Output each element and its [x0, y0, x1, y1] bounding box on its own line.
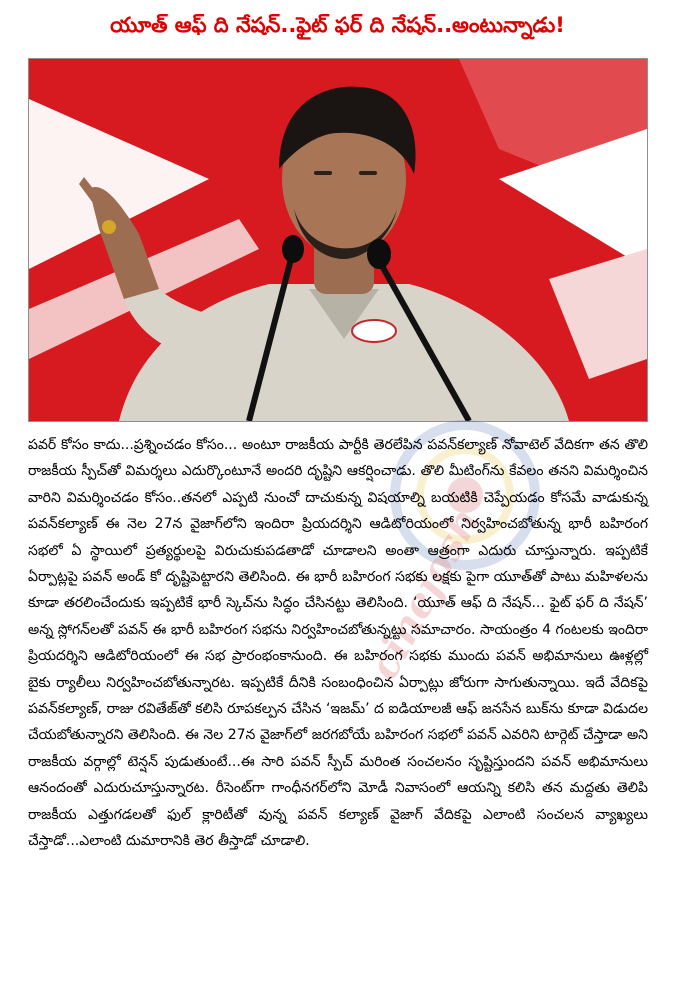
article-body — [28, 432, 648, 992]
speaker-eyebrow — [359, 171, 377, 175]
microphone-left — [282, 235, 304, 263]
microphone-right — [367, 239, 391, 269]
party-badge — [352, 320, 396, 342]
speaker-photo-illustration — [29, 59, 647, 421]
headline: యూత్ ఆఫ్ ది నేషన్..ఫైట్ ఫర్ ది నేషన్..అంటున్నాడు! — [110, 13, 565, 37]
speaker-eyebrow — [314, 171, 332, 175]
article-photo — [28, 58, 648, 422]
article-paragraph: పవర్ కోసం కాదు...ప్రశ్నించడం కోసం... అంటూ రాజకీయ పార్టీకి తెరలేపిన పవన్‌కల్యాణ్ నోవాటెల్ వేదికగా తన తొలి రాజకీయ స్పీచ్‌తో విమర్శలు ఎదుర్కొంటూనే అందరి దృష్టిని ఆకర్షించాడు. తొలి మీటింగ్‌ను కేవలం తనని విమర్శించిన వారిని విమర్శించడం కోసం..తనలో ఎప్పటి నుంచో దాచుకున్న విషయాల్ని బయటికి చెప్పేయడం కోసమే వాడుకున్న పవన్‌కల్యాణ్ ఈ నెల 27న వైజాగ్‌లోని ఇందిరా ప్రియదర్శిని ఆడిటోరియంలో నిర్వహించబోతున్న భారీ బహిరంగ సభలో ఏ స్థాయిలో ప్రత్యర్థులపై విరుచుకుపడతాడో చూడాలని అంతా ఆత్రంగా ఎదురు చూస్తున్నారు. ఇప్పటికే ఏర్పాట్లపై పవన్ అండ్ కో దృష్టిపెట్టారని తెలిసింది. ఈ భారీ బహిరంగ సభకు లక్షకు పైగా యూత్‌తో పాటు మహిళలను కూడా తరలించేందుకు ఇప్పటికే భారీ స్కెచ్‌ను సిద్ధం చేసినట్టు తెలిసింది. ‘యూత్ ఆఫ్ ది నేషన్... ఫైట్ ఫర్ ది నేషన్’ అన్న స్లోగన్‌లతో పవన్ ఈ భారీ బహిరంగ సభను నిర్వహించబోతున్నట్టు సమాచారం. సాయంత్రం 4 గంటలకు ఇందిరా ప్రియదర్శిని ఆడిటోరియంలో ఈ సభ ప్రారంభంకానుంది. ఈ బహిరంగ సభకు ముందు పవన్ అభిమానులు ఊళ్లల్లో బైకు ర్యాలీలు నిర్వహించబోతున్నారట. ఇప్పటికే దీనికి సంబంధించిన ఏర్పాట్లు జోరుగా సాగుతున్నాయి. ఇదే వేదికపై పవన్‌కల్యాణ్, రాజు రవితేజ్‌తో కలిసి రూపకల్పన చేసిన ‘ఇజమ్’ ద ఐడియాలజీ ఆఫ్ జనసేన బుక్‌ను కూడా విడుదల చేయబోతున్నారని తెలిసింది. ఈ నెల 27న వైజాగ్‌లో జరగబోయే బహిరంగ సభలో పవన్ ఎవరిని టార్గెట్ చేస్తాడా అని రాజకీయ వర్గాల్లో టెన్షన్ పుడుతుంటే...ఈ సారి పవన్ స్పీచ్ మరింత సంచలనం సృష్టిస్తుందని పవన్ అభిమానులు ఆనందంతో ఎదురుచూస్తున్నారట. రీసెంట్‌గా గాంధీనగర్‌లోని మోడీ నివాసంలో ఆయన్ని కలిసి తన మద్దతు తెలిపి రాజకీయ ఎత్తుగడలతో ఫుల్ క్లారిటీతో వున్న పవన్ కల్యాణ్ వైజాగ్ వేదికపై ఎలాంటి సంచలన వ్యాఖ్యలు చేస్తాడో...ఎలాంటి దుమారానికి తెర తీస్తాడో చూడాలి. — [28, 437, 648, 850]
ring — [102, 220, 116, 234]
watermark-text: cinejosh — [360, 500, 490, 688]
